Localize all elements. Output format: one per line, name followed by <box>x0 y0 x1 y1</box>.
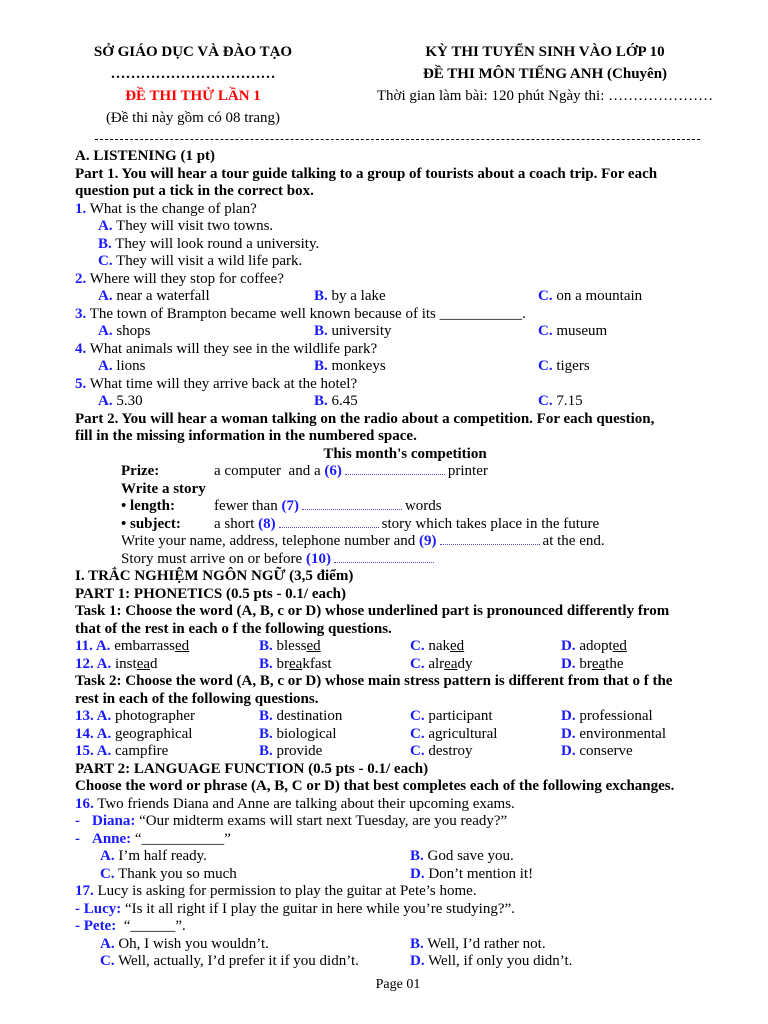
text-line <box>75 166 735 184</box>
item-label: 14. A. <box>75 725 112 742</box>
option-column <box>75 813 80 831</box>
text-segment: 6.45 <box>327 393 358 409</box>
option-column <box>538 288 642 306</box>
text-segment: Choose the word or phrase (A, B, C or D) that best completes each of the following exchanges. <box>75 778 675 794</box>
text-line <box>75 201 735 219</box>
text-segment: What is the change of plan? <box>86 200 257 217</box>
item-label: D. <box>410 953 425 969</box>
item-label: C. <box>538 323 553 339</box>
item-label: A. <box>98 218 113 234</box>
item-label: C. <box>538 358 553 374</box>
text-segment: I’m half ready. <box>114 848 207 864</box>
text-line <box>75 726 735 744</box>
text-line <box>75 463 735 481</box>
line-content <box>98 253 302 269</box>
text-segment: monkeys <box>327 358 386 374</box>
item-label: D. <box>561 708 576 724</box>
text-segment: story which takes place in the future <box>381 515 600 532</box>
text-line <box>75 271 735 289</box>
text-segment: A. LISTENING (1 pt) <box>75 148 216 164</box>
header-left <box>43 41 343 129</box>
text-segment: Don’t mention it! <box>424 865 534 882</box>
item-label: B. <box>314 288 328 304</box>
line-content <box>121 551 437 567</box>
item-label: A. <box>100 935 115 952</box>
exam-subject: ĐỀ THI MÔN TIẾNG ANH (Chuyên) <box>422 66 668 82</box>
text-segment: Thank you so much <box>114 865 237 882</box>
text-line <box>75 778 735 796</box>
item-label: B. <box>259 638 273 654</box>
text-line <box>75 306 735 324</box>
option-column <box>100 866 237 884</box>
text-line <box>75 446 735 464</box>
option-column <box>75 726 192 744</box>
item-label: 13. A. <box>75 708 112 724</box>
option-column <box>410 743 473 761</box>
item-label: C. <box>410 743 425 759</box>
text-segment: Task 1: Choose the word (A, B, c or D) whose underlined part is pronounced differently from <box>75 603 670 619</box>
option-column <box>121 498 175 516</box>
text-segment: destination <box>272 708 343 724</box>
answer-blank <box>279 518 379 528</box>
text-segment: dy <box>457 655 473 672</box>
text-line <box>75 288 735 306</box>
item-label: B. <box>410 935 424 952</box>
line-content <box>121 481 206 497</box>
text-line <box>75 673 735 691</box>
item-label: B. <box>98 235 112 252</box>
item-label: - Lucy: <box>75 900 122 917</box>
line-content <box>75 901 515 917</box>
text-line <box>75 498 735 516</box>
answer-blank <box>440 535 540 545</box>
text-segment: “Is it all right if I play the guitar in here while you’re studying?”. <box>121 900 515 917</box>
item-label: C. <box>98 253 113 269</box>
text-segment: university <box>327 323 392 339</box>
text-segment: environmental <box>575 725 666 742</box>
line-content <box>75 341 377 357</box>
item-label: B. <box>410 848 424 864</box>
text-segment: agricultural <box>424 725 498 742</box>
option-column <box>259 638 321 656</box>
text-line <box>75 568 735 586</box>
text-segment: campfire <box>111 743 169 759</box>
line-content <box>75 376 357 392</box>
item-label: 5. <box>75 375 87 392</box>
underlined-part: ea <box>289 655 303 672</box>
line-content <box>75 306 526 322</box>
text-segment: professional <box>575 708 653 724</box>
header-right <box>345 41 745 107</box>
item-label: B. <box>314 358 328 374</box>
text-line <box>75 236 735 254</box>
item-label: C. <box>410 725 425 742</box>
item-label: D. <box>561 638 576 654</box>
underlined-part: ed <box>175 638 190 654</box>
text-segment: PART 2: LANGUAGE FUNCTION (0.5 pts - 0.1/ each) <box>75 760 429 777</box>
item-label: - <box>75 830 80 847</box>
item-label: D. <box>561 655 576 672</box>
text-segment: Well, if only you didn’t. <box>424 953 573 969</box>
option-column <box>561 726 666 744</box>
text-segment: participant <box>424 708 493 724</box>
text-segment: the <box>605 655 624 672</box>
option-column <box>538 323 607 341</box>
text-segment: photographer <box>111 708 195 724</box>
option-column <box>410 953 572 971</box>
item-label: A. <box>98 323 113 339</box>
text-segment: by a lake <box>327 288 386 304</box>
item-label: 15. A. <box>75 743 112 759</box>
item-label: D. <box>561 743 576 759</box>
underlined-part: ed <box>306 638 321 654</box>
option-column <box>75 638 189 656</box>
text-line <box>75 708 735 726</box>
text-line <box>75 586 735 604</box>
text-line <box>75 376 735 394</box>
text-line <box>75 411 735 429</box>
answer-blank <box>345 465 445 475</box>
text-line <box>75 148 735 166</box>
item-label: D. <box>410 865 425 882</box>
item-label: B. <box>259 743 273 759</box>
text-line <box>75 901 735 919</box>
option-column <box>100 848 207 866</box>
department-name: SỞ GIÁO DỤC VÀ ĐÀO TẠO <box>93 44 293 60</box>
text-segment: “______”. <box>116 918 186 934</box>
option-column <box>75 708 195 726</box>
text-segment: embarrass <box>110 638 175 654</box>
text-segment: geographical <box>111 725 193 742</box>
text-line <box>75 883 735 901</box>
item-label: C. <box>410 655 425 672</box>
option-column <box>259 656 332 674</box>
text-segment: Lucy is asking for permission to play the guitar at Pete’s home. <box>93 883 477 899</box>
text-segment: • length: <box>121 498 176 514</box>
text-segment: on a mountain <box>552 288 643 304</box>
text-segment: museum <box>552 323 608 339</box>
text-segment: They will look round a university. <box>111 235 320 252</box>
item-label: B. <box>314 323 328 339</box>
item-label: (9) <box>419 533 437 549</box>
text-segment: “___________” <box>131 830 231 847</box>
item-label: Diana: <box>92 813 136 829</box>
line-content <box>75 883 477 899</box>
text-segment: I. TRẮC NGHIỆM NGÔN NGỮ (3,5 điểm) <box>75 568 354 584</box>
option-column <box>98 288 210 306</box>
option-column <box>314 288 386 306</box>
option-column <box>98 393 143 411</box>
option-column <box>410 866 533 884</box>
text-segment: Prize: <box>121 463 160 479</box>
text-segment: Task 2: Choose the word (A, B, c or D) whose main stress pattern is different from that o f the <box>75 673 673 689</box>
option-column <box>100 936 269 954</box>
text-segment: nak <box>424 638 451 654</box>
option-column <box>92 831 231 849</box>
text-line <box>75 691 735 709</box>
option-column <box>92 813 507 831</box>
line-content <box>75 761 428 777</box>
text-line <box>75 393 735 411</box>
option-column <box>259 743 322 761</box>
page-number: Page 01 <box>375 977 421 992</box>
option-column <box>410 638 464 656</box>
item-label: 11. A. <box>75 638 111 654</box>
header-divider <box>95 139 700 140</box>
answer-blank <box>334 553 434 563</box>
line-content <box>121 533 605 549</box>
text-segment: 7.15 <box>552 393 583 409</box>
item-label: C. <box>410 708 425 724</box>
option-column <box>410 936 546 954</box>
option-column <box>314 393 358 411</box>
line-content <box>75 166 657 182</box>
text-segment: They will visit two towns. <box>112 218 274 234</box>
underlined-part: ea <box>591 655 606 672</box>
text-segment: Write your name, address, telephone number and <box>121 533 420 549</box>
option-column <box>314 323 392 341</box>
text-segment: 5.30 <box>112 393 143 409</box>
item-label: 1. <box>75 200 87 217</box>
item-label: 17. <box>75 883 94 899</box>
text-line <box>75 918 735 936</box>
text-line <box>75 183 735 201</box>
text-line <box>75 638 735 656</box>
text-segment: d <box>150 655 158 672</box>
text-line <box>75 743 735 761</box>
text-line <box>75 848 735 866</box>
line-content <box>98 236 319 252</box>
text-segment: br <box>272 655 290 672</box>
item-label: B. <box>259 655 273 672</box>
item-label: A. <box>98 288 113 304</box>
option-column <box>98 358 146 376</box>
text-segment: br <box>575 655 592 672</box>
option-column <box>121 516 181 534</box>
text-segment: lions <box>112 358 146 374</box>
text-line <box>75 621 735 639</box>
text-segment: words <box>404 498 442 514</box>
text-segment: alr <box>424 655 445 672</box>
text-segment: provide <box>272 743 323 759</box>
item-label: 4. <box>75 340 87 357</box>
line-content <box>75 428 417 444</box>
item-label: 2. <box>75 270 87 287</box>
text-segment: tigers <box>552 358 590 374</box>
text-line <box>75 551 735 569</box>
text-segment: Well, I’d rather not. <box>423 935 546 952</box>
line-content <box>75 603 669 619</box>
item-label: A. <box>100 848 115 864</box>
text-segment: adopt <box>575 638 613 654</box>
text-segment: a short <box>214 515 259 532</box>
underlined-part: ed <box>450 638 465 654</box>
item-label: D. <box>561 725 576 742</box>
text-segment: • subject: <box>121 515 181 532</box>
item-label: (7) <box>281 498 299 514</box>
text-segment: kfast <box>302 655 332 672</box>
text-segment: Two friends Diana and Anne are talking about their upcoming exams. <box>93 795 515 812</box>
item-label: B. <box>314 393 328 409</box>
item-label: 12. A. <box>75 655 112 672</box>
item-label: - <box>75 813 80 829</box>
underlined-part: ed <box>612 638 627 654</box>
option-column <box>214 463 488 481</box>
option-column <box>75 656 158 674</box>
text-line <box>75 796 735 814</box>
text-segment: The town of Brampton became well known because of its ___________. <box>86 305 526 322</box>
text-segment: bless <box>272 638 307 654</box>
text-segment: near a waterfall <box>112 288 210 304</box>
text-line <box>75 656 735 674</box>
option-column <box>410 726 497 744</box>
text-segment: question put a tick in the correct box. <box>75 183 314 199</box>
line-content <box>323 446 486 462</box>
text-line <box>75 481 735 499</box>
item-label: - Pete: <box>75 918 117 934</box>
text-line <box>75 533 735 551</box>
exam-time: Thời gian làm bài: 120 phút Ngày thi: ………………… <box>376 88 714 104</box>
text-segment: What animals will they see in the wildlife park? <box>86 340 378 357</box>
text-segment: PART 1: PHONETICS (0.5 pts - 0.1/ each) <box>75 585 347 602</box>
option-column <box>214 516 599 534</box>
text-segment: Write a story <box>121 480 206 497</box>
text-line <box>75 761 735 779</box>
option-column <box>75 831 80 849</box>
text-line <box>75 253 735 271</box>
text-segment: at the end. <box>542 533 605 549</box>
text-line <box>75 516 735 534</box>
text-line <box>75 936 735 954</box>
line-content <box>75 411 654 427</box>
option-column <box>121 463 159 481</box>
text-segment: This month's competition <box>323 445 487 462</box>
line-content <box>75 918 186 934</box>
option-column <box>561 743 633 761</box>
item-label: Anne: <box>92 830 132 847</box>
text-line <box>75 218 735 236</box>
text-segment: Where will they stop for coffee? <box>86 270 284 287</box>
underlined-part: ea <box>136 655 151 672</box>
option-column <box>561 708 653 726</box>
line-content <box>98 218 273 234</box>
item-label: B. <box>259 725 273 742</box>
option-column <box>538 358 590 376</box>
text-segment: that of the rest in each o f the following questions. <box>75 620 392 637</box>
text-segment: shops <box>112 323 151 339</box>
item-label: C. <box>100 953 115 969</box>
text-line <box>75 866 735 884</box>
text-segment: fill in the missing information in the numbered space. <box>75 428 417 444</box>
page-count-note: (Đề thi này gồm có 08 trang) <box>105 110 281 126</box>
text-segment: fewer than <box>214 498 282 514</box>
exam-title: KỲ THI TUYỂN SINH VÀO LỚP 10 <box>425 44 665 60</box>
text-segment: destroy <box>424 743 473 759</box>
exam-body <box>75 148 735 971</box>
option-column <box>98 323 151 341</box>
item-label: 16. <box>75 795 94 812</box>
line-content <box>75 568 353 584</box>
line-content <box>75 183 314 199</box>
item-label: C. <box>100 865 115 882</box>
answer-blank <box>302 500 402 510</box>
text-segment: biological <box>272 725 337 742</box>
item-label: C. <box>410 638 425 654</box>
option-column <box>410 708 492 726</box>
option-column <box>561 638 627 656</box>
line-content <box>75 201 257 217</box>
school-placeholder: …………………………… <box>110 66 276 82</box>
underlined-part: ea <box>444 655 458 672</box>
text-segment: conserve <box>575 743 633 759</box>
line-content <box>75 796 515 812</box>
text-segment: God save you. <box>423 848 514 864</box>
item-label: B. <box>259 708 273 724</box>
item-label: A. <box>98 358 113 374</box>
text-segment: They will visit a wild life park. <box>112 253 303 269</box>
line-content <box>75 271 284 287</box>
text-segment: Well, actually, I’d prefer it if you didn’t. <box>114 953 359 969</box>
text-line <box>75 323 735 341</box>
option-column <box>410 848 514 866</box>
item-label: (8) <box>258 515 276 532</box>
option-column <box>214 498 442 516</box>
option-column <box>75 743 168 761</box>
item-label: (6) <box>324 463 342 479</box>
item-label: 3. <box>75 305 87 322</box>
option-column <box>538 393 583 411</box>
line-content <box>75 621 392 637</box>
text-segment: a computer and a <box>214 463 325 479</box>
option-column <box>314 358 386 376</box>
text-line <box>75 603 735 621</box>
item-label: (10) <box>305 550 331 567</box>
option-column <box>259 708 342 726</box>
option-column <box>561 656 624 674</box>
text-line <box>75 813 735 831</box>
line-content <box>75 691 318 707</box>
option-column <box>410 656 473 674</box>
text-segment: Story must arrive on or before <box>121 550 306 567</box>
text-segment: Oh, I wish you wouldn’t. <box>114 935 269 952</box>
line-content <box>75 673 672 689</box>
line-content <box>75 778 674 794</box>
item-label: C. <box>538 288 553 304</box>
item-label: C. <box>538 393 553 409</box>
line-content <box>75 148 215 164</box>
text-line <box>75 341 735 359</box>
text-segment: inst <box>111 655 137 672</box>
exam-trial-label: ĐỀ THI THỬ LẦN 1 <box>125 88 261 104</box>
text-segment: Part 2. You will hear a woman talking on the radio about a competition. For each question, <box>75 410 655 427</box>
option-column <box>100 953 359 971</box>
text-segment: rest in each of the following questions. <box>75 690 319 707</box>
text-segment: What time will they arrive back at the hotel? <box>86 375 358 392</box>
text-line <box>75 953 735 971</box>
text-segment: “Our midterm exams will start next Tuesday, are you ready?” <box>135 813 508 829</box>
option-column <box>259 726 337 744</box>
text-segment: printer <box>447 463 488 479</box>
text-segment: Part 1. You will hear a tour guide talking to a group of tourists about a coach trip. For each <box>75 165 658 182</box>
line-content <box>75 586 346 602</box>
text-line <box>75 428 735 446</box>
text-line <box>75 358 735 376</box>
text-line <box>75 831 735 849</box>
item-label: A. <box>98 393 113 409</box>
